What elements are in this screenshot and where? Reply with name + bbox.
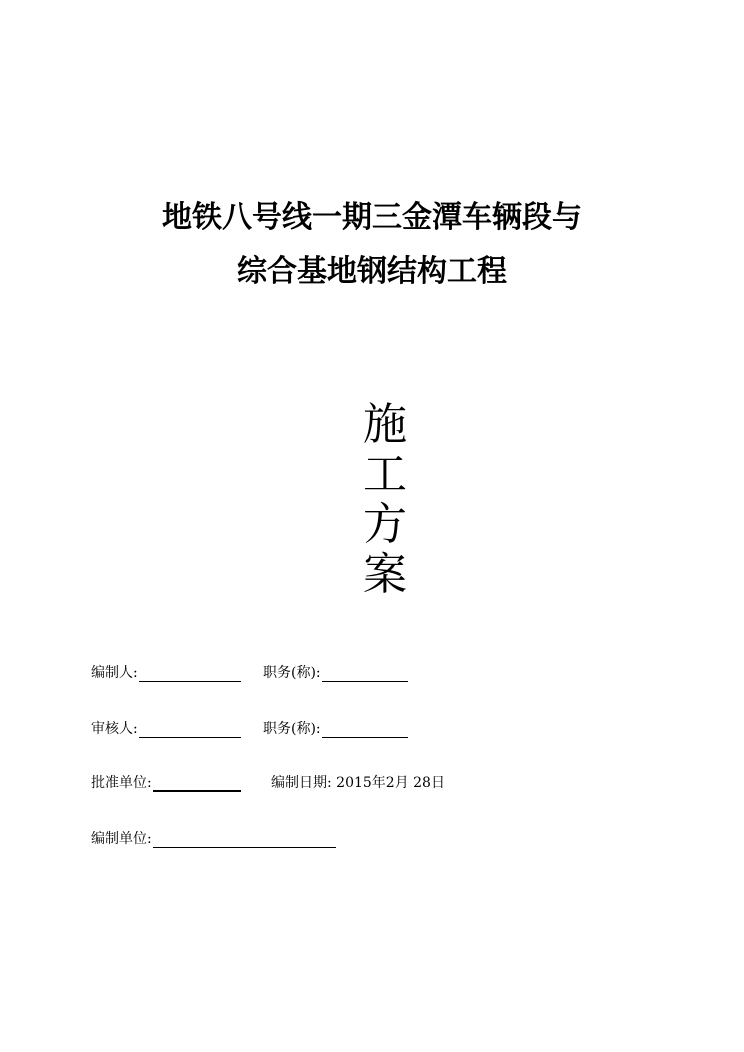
compiler-blank[interactable] [139,667,241,682]
document-title-line-2: 综合基地钢结构工程 [237,254,507,289]
position1-field [263,664,408,682]
approver-label: 批准单位: [91,775,152,791]
org-field [91,830,336,848]
reviewer-blank[interactable] [139,723,241,738]
position2-label: 职务(称): [263,721,321,737]
position2-blank[interactable] [322,723,408,738]
date-field [271,774,445,792]
position1-label: 职务(称): [263,665,321,681]
reviewer-field [91,720,241,738]
vertical-title-char: 方 [363,499,407,550]
approver-blank[interactable] [153,776,241,792]
compiler-field [91,664,241,682]
vertical-title-char: 施 [363,399,407,450]
org-blank[interactable] [153,833,336,848]
date-label: 编制日期: 2015年2月 28日 [271,775,445,791]
approver-field [91,774,241,792]
vertical-title-char: 工 [363,449,407,500]
compiler-label: 编制人: [91,665,138,681]
vertical-title-char: 案 [363,549,407,600]
org-label: 编制单位: [91,831,152,847]
position1-blank[interactable] [322,667,408,682]
reviewer-label: 审核人: [91,721,138,737]
position2-field [263,720,408,738]
document-title-line-1: 地铁八号线一期三金潭车辆段与 [162,200,582,235]
